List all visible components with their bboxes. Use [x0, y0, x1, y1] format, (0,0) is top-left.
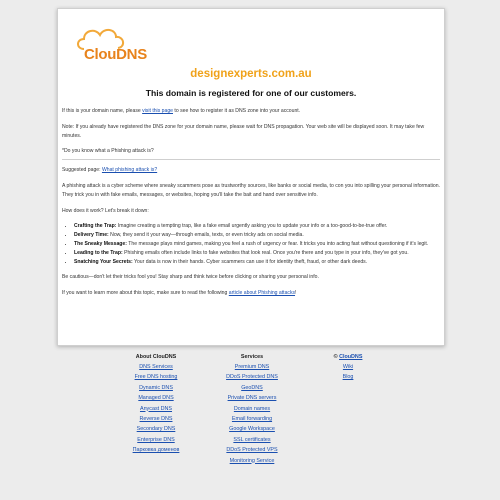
phishing-article-link[interactable]: article about Phishing attacks — [228, 290, 296, 297]
footer-link[interactable]: GeoDNS — [241, 384, 263, 391]
list-item: • The Sneaky Message: The message plays mind games, making you feel a rush of urgency or fear. It tricks you into acting fast without questioning if it's legit. — [74, 240, 440, 249]
footer-link[interactable]: DDoS Protected VPS — [226, 447, 278, 454]
footer-link[interactable]: Blog — [342, 374, 354, 381]
list-item: • Leading to the Trap: Phishing emails often include links to fake websites that look real. Once you're there and you type in your info, they've got you. — [74, 249, 440, 258]
footer-copyright: © ClouDNS — [333, 354, 363, 360]
footer-link[interactable]: Google Workspace — [229, 426, 275, 433]
footer-about-column — [115, 352, 197, 456]
suggested-page-link[interactable]: What phishing attack is? — [101, 167, 158, 174]
cloudns-home-link[interactable]: ClouDNS — [339, 354, 363, 360]
footer-link[interactable]: DNS Services — [139, 364, 173, 370]
visit-page-link[interactable]: visit this page — [142, 108, 173, 114]
footer-link[interactable]: Private DNS servers — [227, 395, 277, 402]
footer-link[interactable]: Wiki — [342, 364, 354, 370]
caution-text: Be cautious—don't let their tricks fool you! Stay sharp and think twice before clicking or sharing your personal info. — [62, 274, 319, 281]
phishing-intro: A phishing attack is a cyber scheme where sneaky scammers pose as trustworthy sources, like banks or social media, to con you into spilling your personal information. They trick you in with fake emails, messages, or websites, hoping you'll take the bait and hand over sensitive info. — [62, 182, 440, 198]
list-item: • Crafting the Trap: Imagine creating a tempting trap, like a fake email urgently asking you to update your info or a too-good-to-be-true offer. — [74, 222, 440, 231]
phishing-question: *Do you know what a Phishing attack is? — [62, 148, 154, 155]
footer-link[interactable]: Anycast DNS — [139, 405, 173, 412]
footer-link[interactable]: Domain names — [233, 405, 271, 412]
list-item: • Delivery Time: Now, they send it your way—through emails, texts, or even tricky ads on social media. — [74, 231, 440, 240]
suggested-page: Suggested page: What phishing attack is? — [62, 167, 158, 174]
footer-link[interactable]: SSL certificates — [233, 436, 271, 443]
footer-link[interactable]: DDoS Protected DNS — [226, 374, 278, 381]
footer-link[interactable]: Dynamic DNS — [139, 384, 173, 391]
domain-parking-card — [57, 8, 445, 346]
footer-services-title: Services — [240, 354, 264, 360]
footer-services-column — [208, 352, 296, 466]
footer-link[interactable]: Premium DNS — [234, 364, 270, 370]
content — [62, 107, 440, 298]
footer-link[interactable]: Enterprise DNS — [137, 436, 175, 443]
how-it-works: How does it work? Let's break it down: — [62, 207, 149, 214]
footer-link[interactable]: Secondary DNS — [136, 426, 176, 433]
footer-link[interactable]: Email forwarding — [231, 415, 273, 422]
note-text: Note: If you already have registered the DNS zone for your domain name, please wait for DNS propagation. Your web site will be displayed soon. It may take few minutes. — [62, 123, 425, 139]
footer-link[interactable]: Managed DNS — [138, 395, 174, 402]
footer-link[interactable]: Reverse DNS — [139, 415, 173, 422]
headline: This domain is registered for one of our customers. — [145, 88, 357, 98]
steps-list — [62, 222, 440, 266]
list-item: • Snatching Your Secrets: Your data is now in their hands. Cyber scammers can use it for identity theft, fraud, or other dark deeds. — [74, 258, 440, 267]
intro-text: If this is your domain name, please visit this page to see how to register it as DNS zone into your account. — [62, 108, 301, 114]
separator — [62, 159, 440, 160]
logo-text: ClouDNS — [84, 46, 147, 63]
footer-about-title: About ClouDNS — [135, 354, 177, 360]
domain-name: designexperts.com.au — [190, 68, 312, 80]
footer-link[interactable]: Monitoring Service — [229, 457, 275, 464]
footer-link[interactable]: Парковка доменов — [132, 447, 180, 454]
footer-copyright-column — [320, 352, 376, 383]
learn-more: If you want to learn more about this topic, make sure to read the following article about Phishing attacks! — [62, 290, 297, 297]
cloudns-logo[interactable] — [70, 21, 150, 61]
footer-link[interactable]: Free DNS hosting — [134, 374, 178, 381]
